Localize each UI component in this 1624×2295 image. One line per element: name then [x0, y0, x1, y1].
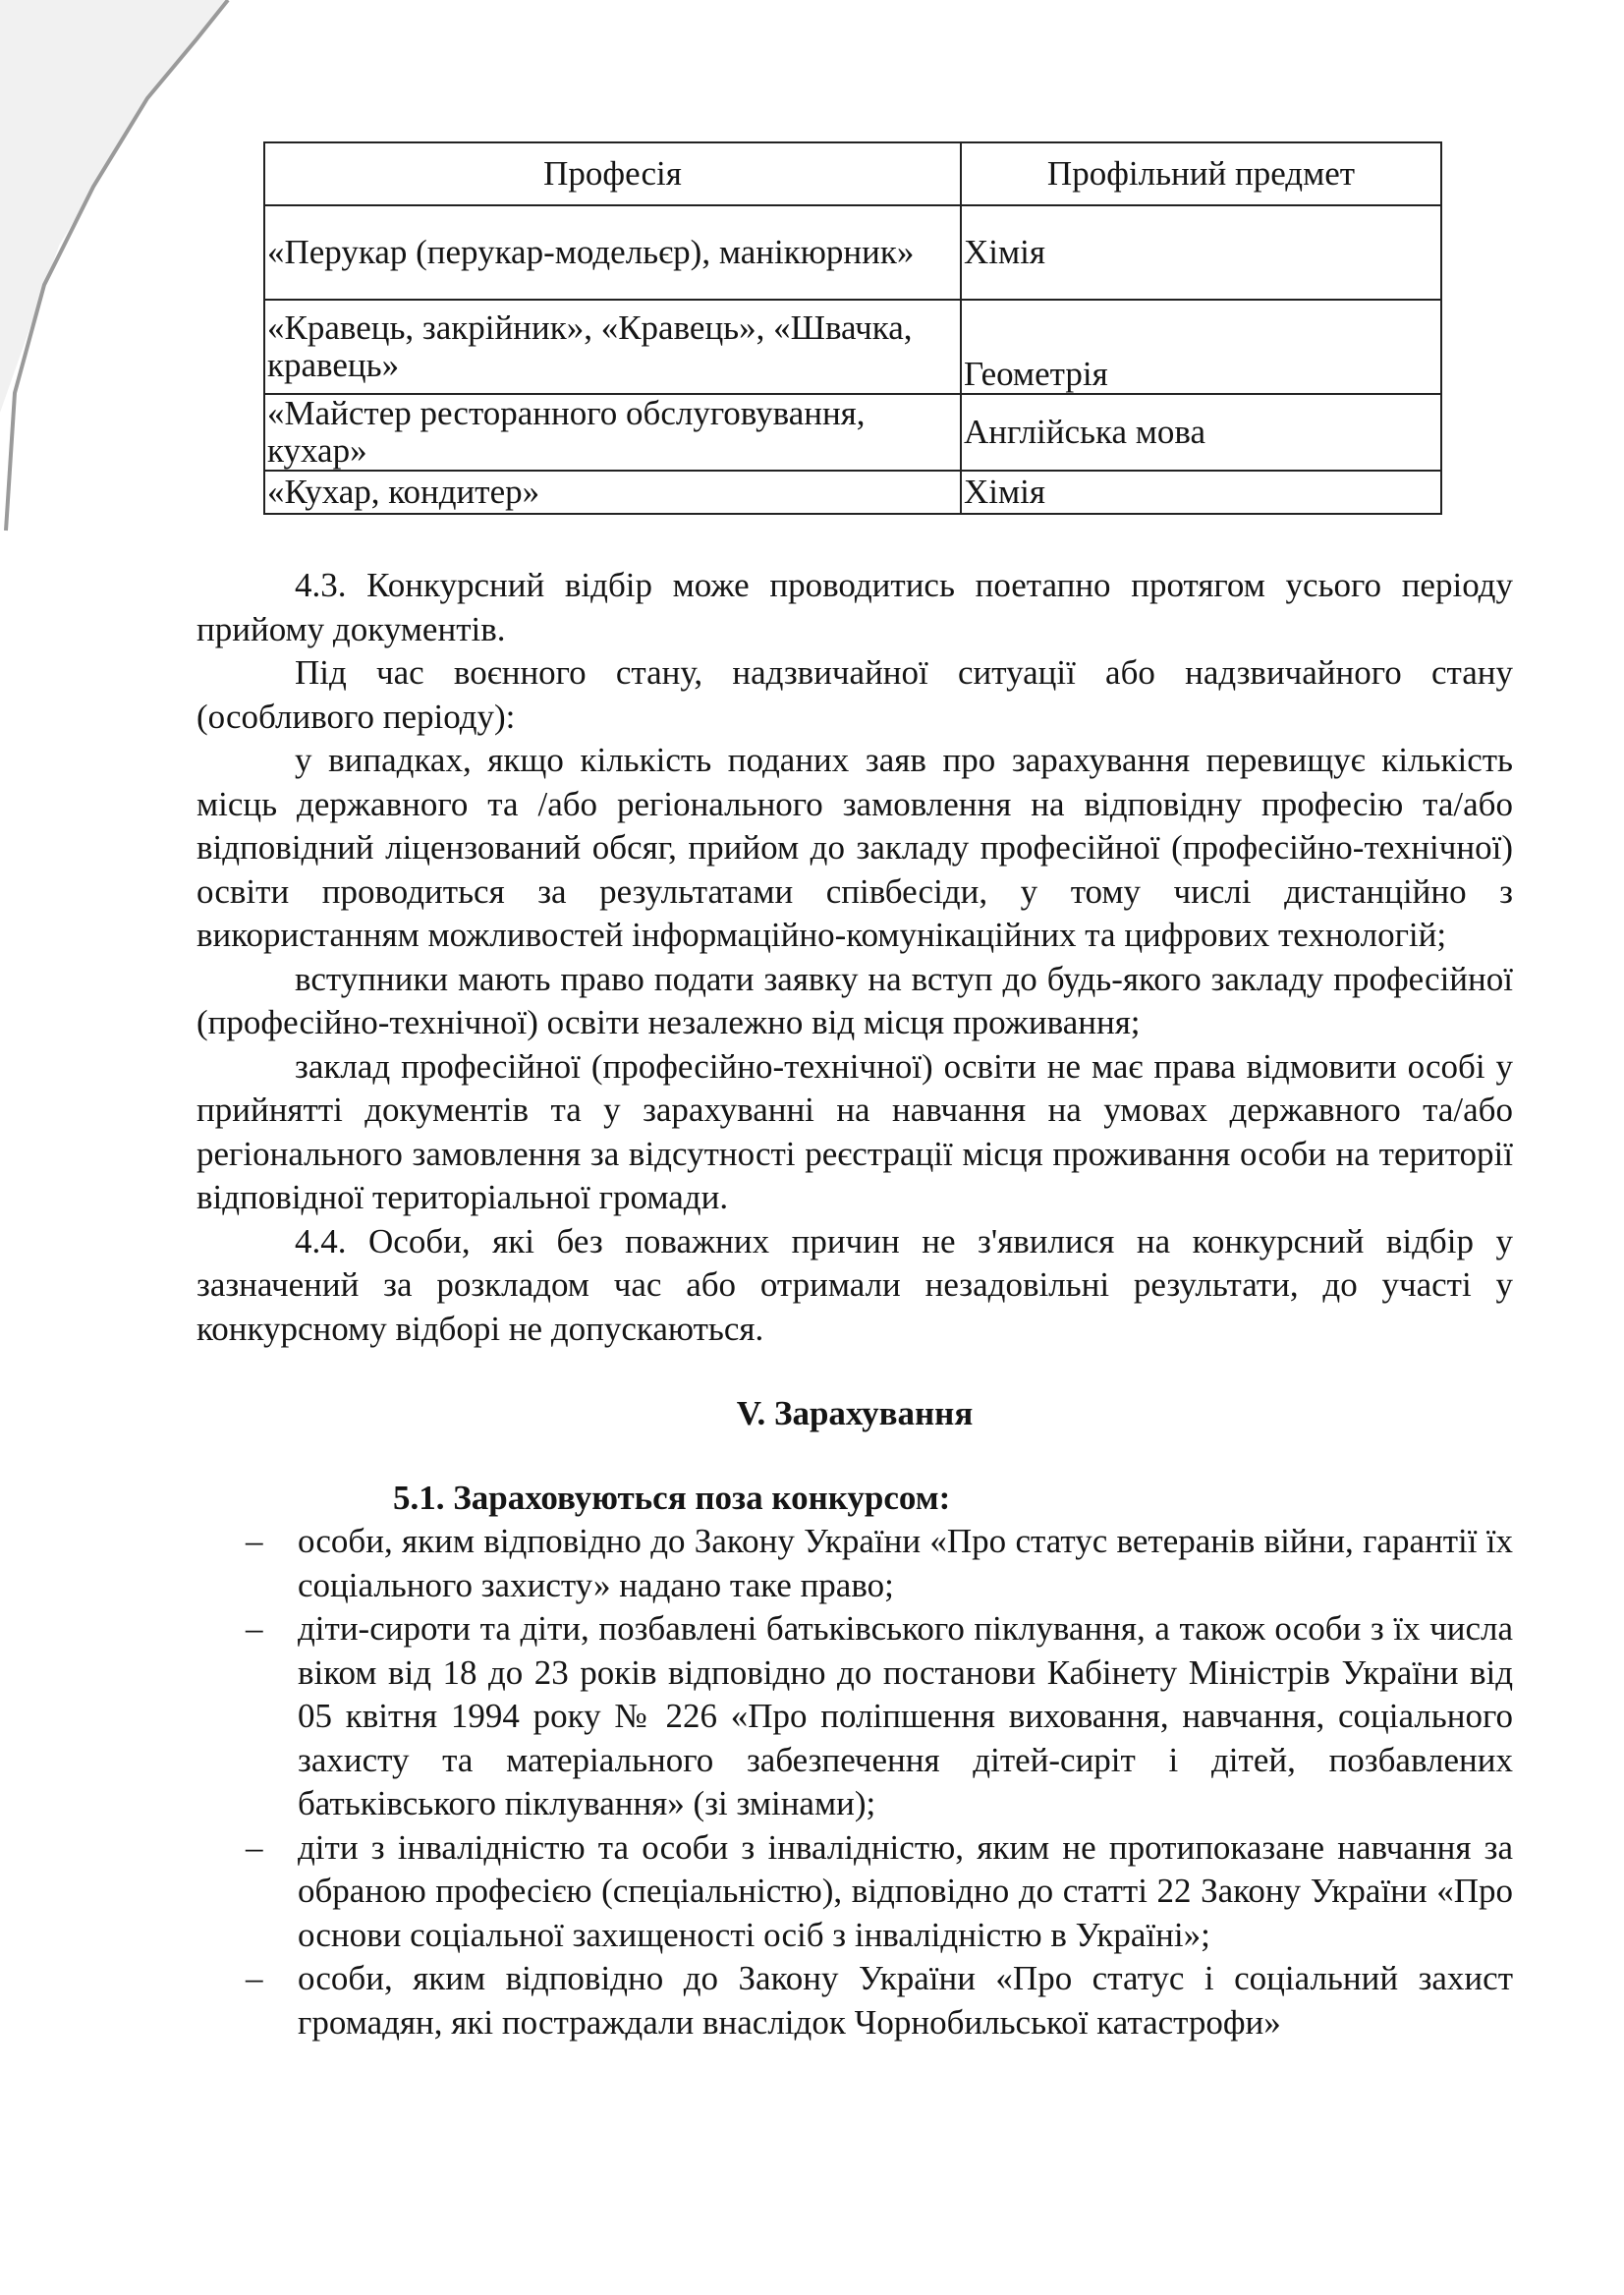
table-cell-profession: «Майстер ресторанного обслуговування, кухар» — [264, 394, 961, 471]
list-item — [196, 1957, 1513, 2044]
paragraph-4-3: 4.3. Конкурсний відбір може проводитись поетапно протягом усього періоду прийому документів. — [196, 566, 1513, 648]
table-cell-subject: Англійська мова — [961, 394, 1441, 471]
paragraph-martial-law: Під час воєнного стану, надзвичайної ситуації або надзвичайного стану (особливого періоду): — [196, 653, 1513, 736]
document-body — [196, 564, 1513, 2044]
scan-edge-shadow — [0, 0, 255, 550]
list-item — [196, 1607, 1513, 1826]
dash-marker: – — [246, 1827, 263, 1867]
table-row — [264, 394, 1441, 471]
dash-marker: – — [246, 1959, 263, 1997]
table-cell-profession: «Перукар (перукар-модельєр), манікюрник» — [264, 205, 961, 300]
table-header-row — [264, 142, 1441, 205]
section-title: V. Зарахування — [736, 1394, 974, 1432]
table-header-subject: Профільний предмет — [961, 142, 1441, 205]
table-row — [264, 205, 1441, 300]
table-header-profession: Професія — [264, 142, 961, 205]
paragraph-applicants-right: вступники мають право подати заявку на вступ до будь-якого закладу професійної (професійно-технічної) освіти незалежно від місця проживання; — [196, 959, 1513, 1041]
paragraph-4-4: 4.4. Особи, які без поважних причин не з'явилися на конкурсний відбір у зазначений за розкладом час або отримали незадовільні результати, до участі у конкурсному відборі не допускаються. — [196, 1221, 1513, 1348]
paragraph-registration: заклад професійної (професійно-технічної) освіти не має права відмовити особі у прийнятті документів та у зарахуванні на навчання на умовах державного та/або регіонального замовлення за відсутності реєстрації місця проживання особи на території відповідної територіальної громади. — [196, 1046, 1513, 1216]
list-item — [196, 1520, 1513, 1607]
table-cell-subject: Хімія — [961, 205, 1441, 300]
table-row — [264, 300, 1441, 394]
enrollment-list — [196, 1520, 1513, 2044]
list-item-text: діти-сироти та діти, позбавлені батьківського піклування, а також особи з їх числа віком від 18 до 23 років відповідно до постанови Кабінету Міністрів України від 05 квітня 1994 року № 226 «Про поліпшення виховання, навчання, соціального захисту та матеріального забезпечення дітей-сиріт і дітей, позбавлених батьківського піклування» (зі змінами); — [298, 1609, 1513, 1822]
table-cell-subject: Хімія — [961, 471, 1441, 514]
subsection-title: 5.1. Зараховуються поза конкурсом: — [393, 1479, 951, 1517]
table-cell-profession: «Кухар, кондитер» — [264, 471, 961, 514]
list-item-text: особи, яким відповідно до Закону України «Про статус ветеранів війни, гарантії їх соціального захисту» надано таке право; — [298, 1522, 1513, 1604]
dash-marker: – — [246, 1609, 263, 1648]
table-row — [264, 471, 1441, 514]
table-cell-subject: Геометрія — [961, 300, 1441, 394]
list-item-text: діти з інвалідністю та особи з інвалідністю, яким не протипоказане навчання за обраною професією (спеціальністю), відповідно до статті 22 Закону України «Про основи соціальної захищеності осіб з інвалідністю в Україні»; — [298, 1827, 1513, 1954]
profession-subject-table — [263, 141, 1442, 515]
list-item-text: особи, яким відповідно до Закону України «Про статус і соціальний захист громадян, які постраждали внаслідок Чорнобильської катастрофи» — [298, 1959, 1513, 2042]
list-item — [196, 1826, 1513, 1958]
paragraph-interview: у випадках, якщо кількість поданих заяв про зарахування перевищує кількість місць державного та /або регіонального замовлення на відповідну професію та/або відповідний ліцензований обсяг, прийом до закладу професійної (професійно-технічної) освіти проводиться за результатами співбесіди, у тому числі дистанційно з використанням можливостей інформаційно-комунікаційних та цифрових технологій; — [196, 741, 1513, 954]
table-cell-profession: «Кравець, закрійник», «Кравець», «Швачка, кравець» — [264, 300, 961, 394]
dash-marker: – — [246, 1522, 263, 1560]
